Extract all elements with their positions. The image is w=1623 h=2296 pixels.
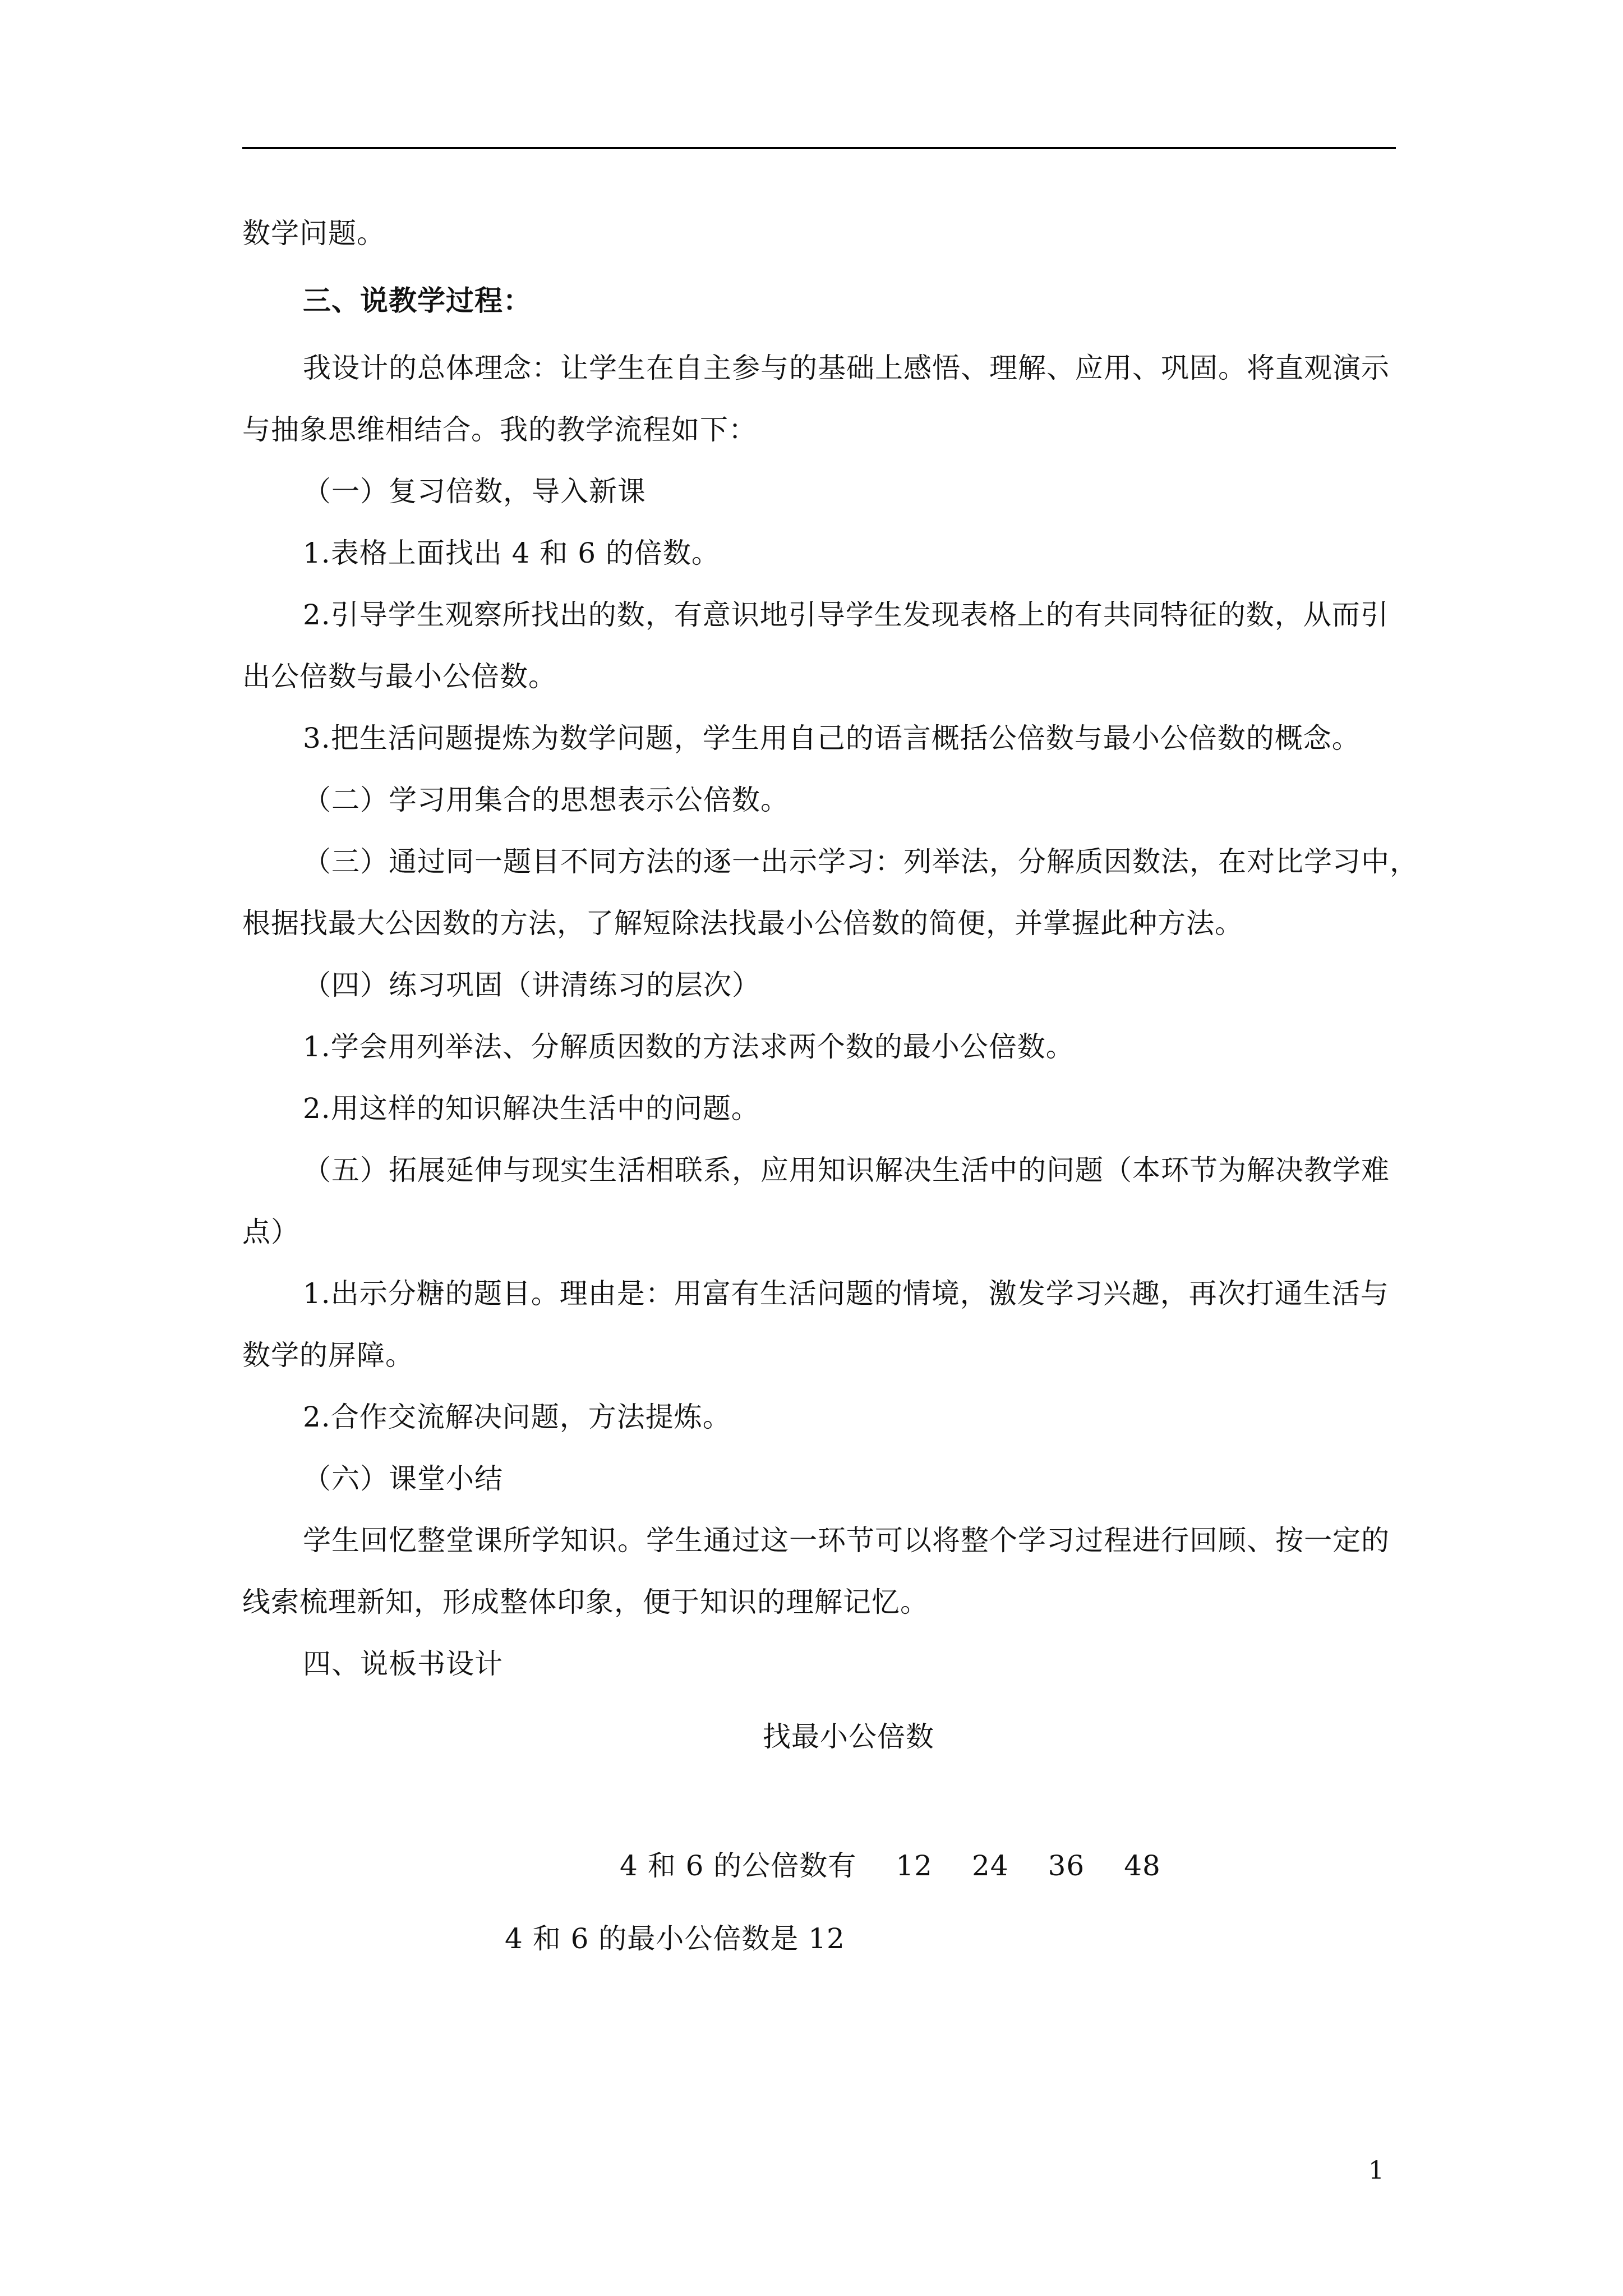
board-lcm-statement: 4 和 6 的最小公倍数是 12 (505, 1922, 845, 1955)
subsection-heading: （一）复习倍数，导入新课 (303, 475, 646, 508)
page-number: 1 (1368, 2156, 1384, 2185)
subsection-heading: （五）拓展延伸与现实生活相联系，应用知识解决生活中的问题（本环节为解决教学难 (303, 1154, 1390, 1186)
list-item: 2.用这样的知识解决生活中的问题。 (303, 1092, 760, 1125)
paragraph-line: 我设计的总体理念：让学生在自主参与的基础上感悟、理解、应用、巩固。将直观演示 (303, 352, 1390, 384)
board-common-multiples (620, 1849, 1161, 1883)
list-item: 2.合作交流解决问题，方法提炼。 (303, 1401, 731, 1433)
common-multiple-value: 36 (1048, 1849, 1085, 1882)
subsection-heading: （三）通过同一题目不同方法的逐一出示学习：列举法，分解质因数法，在对比学习中， (303, 845, 1418, 878)
paragraph-line: 数学的屏障。 (242, 1339, 414, 1372)
common-multiple-value: 24 (971, 1849, 1009, 1882)
header-rule (242, 147, 1396, 149)
section-heading-board-design: 四、说板书设计 (303, 1648, 503, 1680)
list-item: 1.表格上面找出 4 和 6 的倍数。 (303, 537, 720, 569)
paragraph-line: 线索梳理新知，形成整体印象，便于知识的理解记忆。 (242, 1586, 929, 1618)
common-multiple-value: 48 (1124, 1849, 1161, 1882)
list-item: 3.把生活问题提炼为数学问题，学生用自己的语言概括公倍数与最小公倍数的概念。 (303, 722, 1361, 754)
paragraph-line: 点） (242, 1216, 299, 1248)
paragraph-line: 与抽象思维相结合。我的教学流程如下： (242, 413, 757, 446)
paragraph-line: 学生回忆整堂课所学知识。学生通过这一环节可以将整个学习过程进行回顾、按一定的 (303, 1524, 1390, 1557)
subsection-heading: （二）学习用集合的思想表示公倍数。 (303, 784, 789, 816)
common-multiple-value: 12 (896, 1849, 933, 1882)
subsection-heading: （四）练习巩固（讲清练习的层次） (303, 969, 760, 1001)
paragraph-line: 出公倍数与最小公倍数。 (242, 660, 557, 693)
common-multiples-label: 4 和 6 的公倍数有 (620, 1849, 857, 1882)
paragraph-line: 根据找最大公因数的方法，了解短除法找最小公倍数的简便，并掌握此种方法。 (242, 907, 1243, 940)
board-title: 找最小公倍数 (763, 1720, 934, 1753)
subsection-heading: （六）课堂小结 (303, 1462, 503, 1495)
list-item: 1.学会用列举法、分解质因数的方法求两个数的最小公倍数。 (303, 1030, 1075, 1063)
paragraph-line: 数学问题。 (242, 217, 385, 250)
list-item: 2.引导学生观察所找出的数，有意识地引导学生发现表格上的有共同特征的数，从而引 (303, 599, 1389, 631)
section-heading-teaching-process: 三、说教学过程： (303, 284, 532, 317)
list-item: 1.出示分糖的题目。理由是：用富有生活问题的情境，激发学习兴趣，再次打通生活与 (303, 1277, 1389, 1310)
